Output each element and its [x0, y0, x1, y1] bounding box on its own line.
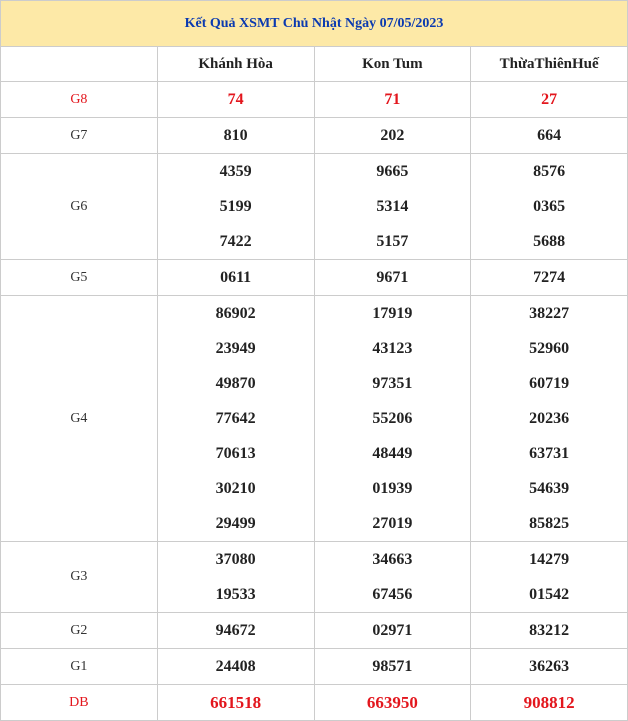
prize-label: G7	[1, 118, 158, 154]
prize-number: 85825	[529, 515, 570, 532]
prize-row-g8	[1, 82, 628, 118]
prize-cell	[157, 613, 314, 649]
prize-number: 7422	[219, 233, 252, 250]
results-body	[1, 1, 628, 721]
number-stack	[471, 649, 627, 684]
number-stack	[471, 685, 627, 720]
number-stack	[471, 260, 627, 295]
prize-number: 661518	[210, 693, 262, 712]
number-stack	[315, 685, 471, 720]
prize-number: 01939	[372, 480, 413, 497]
number-stack	[158, 118, 314, 153]
prize-number: 5199	[219, 198, 252, 215]
number-stack	[315, 649, 471, 684]
prize-number: 54639	[529, 480, 570, 497]
number-stack	[471, 118, 627, 153]
prize-row-db	[1, 685, 628, 721]
prize-cell	[471, 260, 628, 296]
prize-cell	[157, 649, 314, 685]
prize-label: G8	[1, 82, 158, 118]
prize-cell	[471, 613, 628, 649]
prize-cell	[157, 685, 314, 721]
number-stack	[158, 260, 314, 295]
prize-cell	[471, 118, 628, 154]
number-stack	[158, 82, 314, 117]
prize-row-g6	[1, 154, 628, 260]
prize-number: 908812	[523, 693, 575, 712]
prize-number: 70613	[215, 445, 256, 462]
prize-number: 49870	[215, 375, 256, 392]
prize-cell	[157, 82, 314, 118]
prize-number: 30210	[215, 480, 256, 497]
number-stack	[158, 613, 314, 648]
prize-label: G1	[1, 649, 158, 685]
prize-number: 83212	[529, 622, 570, 639]
prize-number: 01542	[529, 586, 570, 603]
number-stack	[315, 118, 471, 153]
prize-number: 5688	[533, 233, 566, 250]
prize-cell	[157, 296, 314, 542]
prize-number: 202	[380, 127, 405, 144]
prize-number: 0365	[533, 198, 566, 215]
prize-number: 48449	[372, 445, 413, 462]
province-header-khanh-hoa: Khánh Hòa	[157, 47, 314, 82]
prize-label: G5	[1, 260, 158, 296]
prize-row-g2	[1, 613, 628, 649]
prize-cell	[157, 542, 314, 613]
number-stack	[471, 82, 627, 117]
prize-number: 74	[227, 91, 244, 108]
title-row	[1, 1, 628, 47]
prize-number: 98571	[372, 658, 413, 675]
prize-cell	[157, 260, 314, 296]
prize-label: DB	[1, 685, 158, 721]
prize-number: 63731	[529, 445, 570, 462]
number-stack	[315, 260, 471, 295]
prize-cell	[314, 82, 471, 118]
prize-number: 14279	[529, 551, 570, 568]
province-header-row	[1, 47, 628, 82]
prize-number: 664	[537, 127, 562, 144]
prize-cell	[314, 118, 471, 154]
prize-number: 60719	[529, 375, 570, 392]
prize-cell	[471, 82, 628, 118]
prize-cell	[157, 118, 314, 154]
number-stack	[315, 613, 471, 648]
prize-cell	[471, 542, 628, 613]
number-stack	[315, 154, 471, 259]
number-stack	[158, 154, 314, 259]
number-stack	[158, 296, 314, 541]
prize-row-g4	[1, 296, 628, 542]
prize-row-g7	[1, 118, 628, 154]
prize-number: 27019	[372, 515, 413, 532]
prize-number: 5314	[376, 198, 409, 215]
number-stack	[158, 649, 314, 684]
prize-cell	[471, 154, 628, 260]
number-stack	[315, 542, 471, 612]
number-stack	[158, 685, 314, 720]
prize-number: 94672	[215, 622, 256, 639]
prize-number: 7274	[533, 269, 566, 286]
prize-cell	[314, 542, 471, 613]
number-stack	[471, 613, 627, 648]
number-stack	[471, 154, 627, 259]
prize-number: 29499	[215, 515, 256, 532]
prize-number: 55206	[372, 410, 413, 427]
prize-cell	[314, 649, 471, 685]
number-stack	[158, 542, 314, 612]
number-stack	[315, 296, 471, 541]
prize-cell	[471, 649, 628, 685]
prize-row-g1	[1, 649, 628, 685]
province-header-kon-tum: Kon Tum	[314, 47, 471, 82]
prize-number: 02971	[372, 622, 413, 639]
prize-number: 9665	[376, 163, 409, 180]
prize-cell	[314, 154, 471, 260]
prize-number: 77642	[215, 410, 256, 427]
prize-label: G6	[1, 154, 158, 260]
prize-cell	[157, 154, 314, 260]
prize-number: 4359	[219, 163, 252, 180]
prize-number: 5157	[376, 233, 409, 250]
prize-cell	[471, 296, 628, 542]
prize-label: G2	[1, 613, 158, 649]
prize-number: 17919	[372, 305, 413, 322]
prize-number: 24408	[215, 658, 256, 675]
prize-row-g3	[1, 542, 628, 613]
number-stack	[315, 82, 471, 117]
prize-number: 23949	[215, 340, 256, 357]
prize-number: 27	[541, 91, 558, 108]
prize-label: G3	[1, 542, 158, 613]
prize-number: 20236	[529, 410, 570, 427]
prize-cell	[314, 685, 471, 721]
prize-number: 67456	[372, 586, 413, 603]
prize-number: 9671	[376, 269, 409, 286]
prize-cell	[471, 685, 628, 721]
prize-number: 19533	[215, 586, 256, 603]
prize-cell	[314, 260, 471, 296]
prize-number: 52960	[529, 340, 570, 357]
province-header-thua-thien-hue: ThừaThiênHuế	[471, 47, 628, 82]
prize-cell	[314, 296, 471, 542]
prize-number: 34663	[372, 551, 413, 568]
prize-number: 810	[223, 127, 248, 144]
prize-number: 663950	[366, 693, 418, 712]
prize-number: 8576	[533, 163, 566, 180]
prize-number: 38227	[529, 305, 570, 322]
prize-number: 71	[384, 91, 401, 108]
prize-number: 37080	[215, 551, 256, 568]
number-stack	[471, 542, 627, 612]
header-empty-cell	[1, 47, 158, 82]
prize-cell	[314, 613, 471, 649]
prize-number: 86902	[215, 305, 256, 322]
prize-number: 0611	[220, 269, 252, 286]
prize-row-g5	[1, 260, 628, 296]
number-stack	[471, 296, 627, 541]
prize-number: 36263	[529, 658, 570, 675]
page-title: Kết Quả XSMT Chủ Nhật Ngày 07/05/2023	[1, 1, 628, 47]
prize-label: G4	[1, 296, 158, 542]
prize-number: 97351	[372, 375, 413, 392]
prize-number: 43123	[372, 340, 413, 357]
